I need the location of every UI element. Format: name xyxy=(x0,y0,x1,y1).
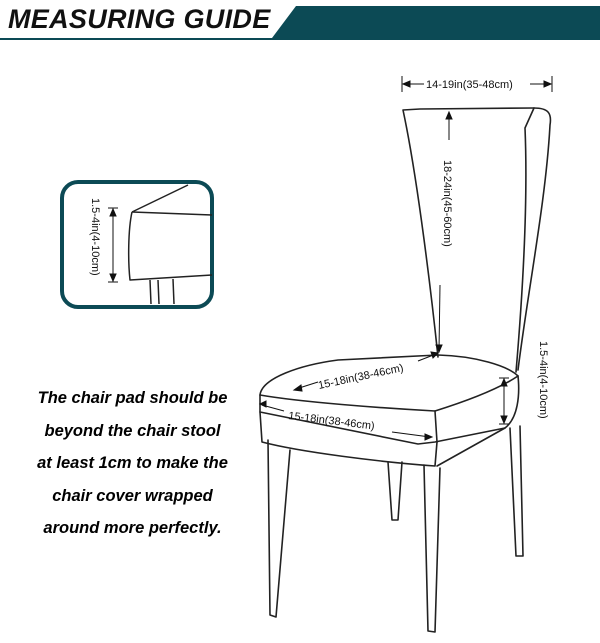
note-line: The chair pad should be xyxy=(37,389,228,407)
note-line: at least 1cm to make the xyxy=(37,454,228,472)
seat-edge-line xyxy=(260,395,435,411)
inset-leg-right xyxy=(173,279,174,304)
page-title: MEASURING GUIDE xyxy=(8,4,271,34)
seat-depth-label: 15-18in(38-46cm) xyxy=(317,362,405,392)
inset-thickness-label: 1.5-4in(4-10cm) xyxy=(89,198,101,276)
seat-detail-inset xyxy=(62,182,212,307)
note-line: beyond the chair stool xyxy=(44,421,221,440)
inset-frame xyxy=(62,182,212,307)
seat-thickness-label: 1.5-4in(4-10cm) xyxy=(537,341,549,419)
backrest-fold-line xyxy=(516,108,534,372)
fitting-note xyxy=(20,382,245,545)
note-line: around more perfectly. xyxy=(43,519,222,537)
back-left-leg xyxy=(388,462,402,520)
back-right-leg xyxy=(510,426,523,556)
front-left-leg xyxy=(268,440,290,617)
chair-backrest xyxy=(403,108,550,370)
front-right-leg xyxy=(424,465,440,632)
seat-skirt-side xyxy=(437,428,505,466)
note-line: chair cover wrapped xyxy=(52,486,213,505)
seat-width-label: 15-18in(38-46cm) xyxy=(287,410,376,433)
backrest-height-label: 18-24in(45-60cm) xyxy=(441,160,453,247)
seat-front-fold xyxy=(435,411,437,442)
seat-side-fold xyxy=(435,376,518,411)
backrest-width-label: 14-19in(35-48cm) xyxy=(426,79,513,91)
